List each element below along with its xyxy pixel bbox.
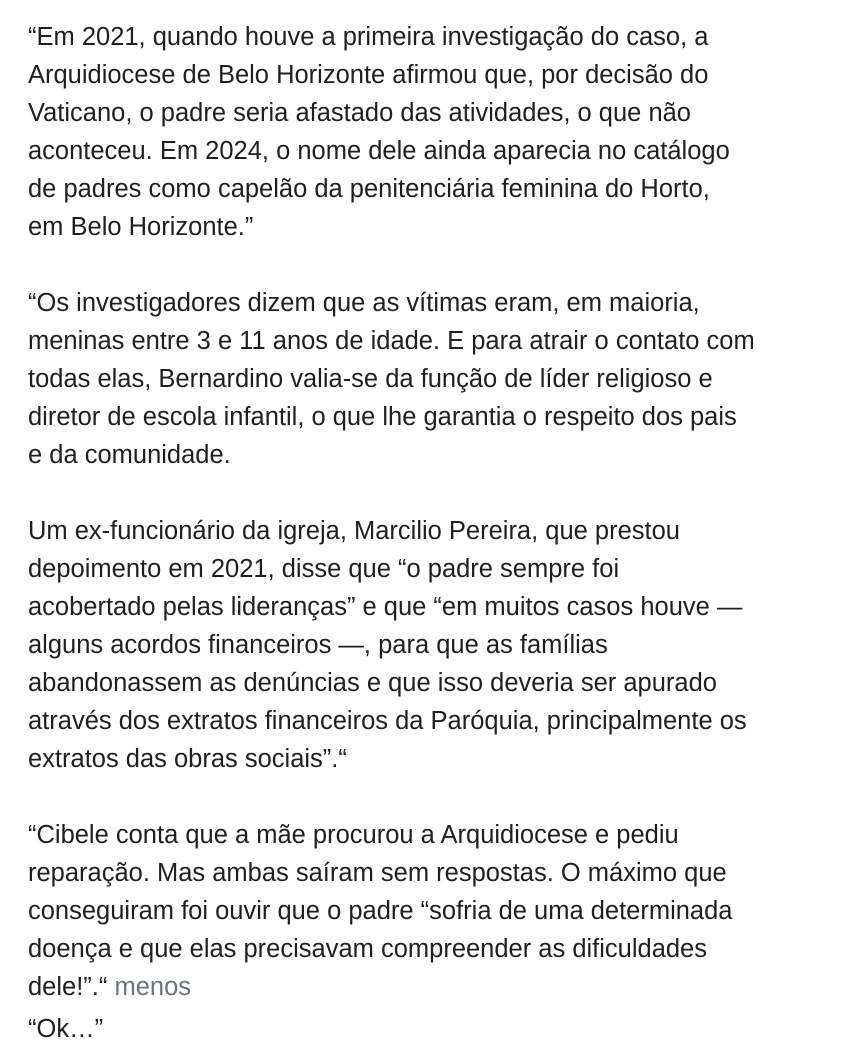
text-line: “Em 2021, quando houve a primeira investigação do caso, a — [28, 23, 709, 51]
text-line: depoimento em 2021, disse que “o padre sempre foi — [28, 555, 620, 583]
text-line: diretor de escola infantil, o que lhe garantia o respeito dos pais — [28, 403, 737, 431]
paragraph-4 — [28, 816, 828, 1006]
text-line: “Cibele conta que a mãe procurou a Arquidiocese e pediu — [28, 821, 679, 849]
paragraph-2 — [28, 284, 828, 474]
text-line: Arquidiocese de Belo Horizonte afirmou que, por decisão do — [28, 61, 709, 89]
text-line: meninas entre 3 e 11 anos de idade. E para atrair o contato com — [28, 327, 755, 355]
text-line: doença e que elas precisavam compreender as dificuldades — [28, 935, 707, 963]
text-line: Um ex-funcionário da igreja, Marcilio Pereira, que prestou — [28, 517, 680, 545]
text-line: alguns acordos financeiros —, para que as famílias — [28, 631, 608, 659]
text-line: acobertado pelas lideranças” e que “em muitos casos houve — — [28, 593, 743, 621]
text-line: e da comunidade. — [28, 441, 231, 469]
last-line — [28, 968, 828, 1006]
text-line: todas elas, Bernardino valia-se da função de líder religioso e — [28, 365, 713, 393]
text-line: aconteceu. Em 2024, o nome dele ainda aparecia no catálogo — [28, 137, 730, 165]
text-line: dele!”.“ — [28, 973, 108, 1001]
text-line: “Os investigadores dizem que as vítimas eram, em maioria, — [28, 289, 700, 317]
cut-off-text-line: “Ok…” — [28, 1015, 104, 1043]
text-line: reparação. Mas ambas saíram sem respostas. O máximo que — [28, 859, 727, 887]
text-line: de padres como capelão da penitenciária feminina do Horto, — [28, 175, 710, 203]
text-line: abandonassem as denúncias e que isso deveria ser apurado — [28, 669, 717, 697]
article-body — [28, 18, 828, 1044]
text-line: Vaticano, o padre seria afastado das atividades, o que não — [28, 99, 691, 127]
text-line: em Belo Horizonte.” — [28, 213, 254, 241]
text-line: extratos das obras sociais”.“ — [28, 745, 347, 773]
text-line: através dos extratos financeiros da Paróquia, principalmente os — [28, 707, 747, 735]
paragraph-1 — [28, 18, 828, 246]
show-less-link[interactable]: menos — [114, 973, 192, 1001]
text-line: conseguiram foi ouvir que o padre “sofria de uma determinada — [28, 897, 733, 925]
paragraph-3 — [28, 512, 828, 778]
